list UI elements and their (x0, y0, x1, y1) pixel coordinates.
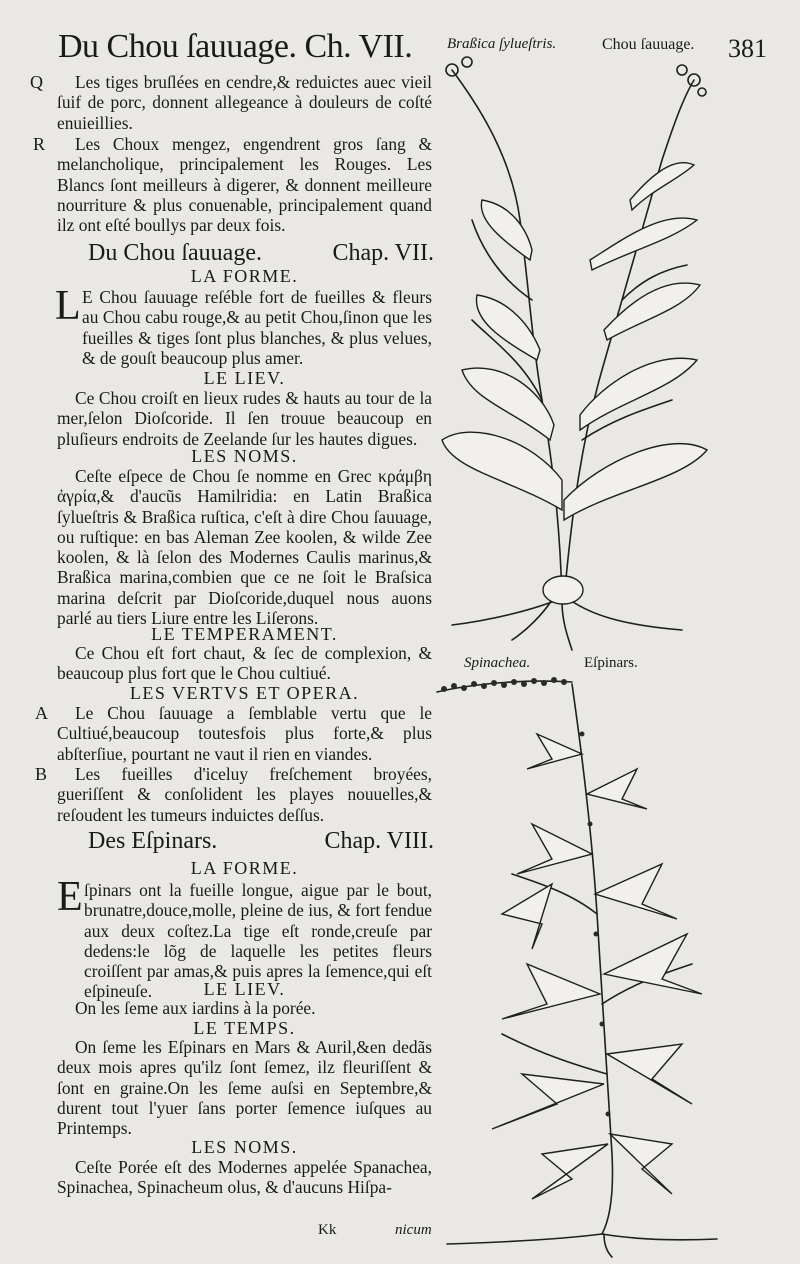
section-la-forme: LA FORME. (190, 266, 299, 286)
section-les-vertus: LES VERTVS ET OPERA. (129, 683, 360, 703)
drop-cap-e: E (57, 874, 83, 920)
paragraph-vertu-a: Le Chou ſauuage a ſemblable vertu que le Cultiué,beaucoup toutesfois plus forte,& plus abſterſiue, pourtant ne vaut il rien en viandes. (57, 703, 432, 764)
paragraph-forme-2: ſpinars ont la fueille longue, aigue par le bout, brunatre,douce,molle, pleine de ius, & fort fendue aux deux coſtez.La tige eſt ronde,creuſe par dedens:le lõg de laquelle les petites fleurs croiſſent par amas,& puis apres la ſemence,qui eſt eſpineuſe. (84, 880, 432, 1002)
section-les-noms: LES NOMS. (191, 446, 298, 466)
paragraph-lieu: Ce Chou croiſt en lieux rudes & hauts au tour de la mer,ſelon Dioſcoride. Il ſen trouue beaucoup en pluſieurs endroits de Zeelande ſur les hautes digues. (57, 388, 432, 449)
paragraph-lieu-2: On les ſeme aux iardins à la porée. (75, 998, 316, 1018)
running-head-french: Chou ſauuage. (602, 36, 695, 53)
chapter-8-heading (88, 828, 434, 858)
caption-espinars: Eſpinars. (584, 655, 638, 671)
paragraph-vertu-b: Les fueilles d'iceluy freſchement broyées, gueriſſent & conſolident les playes nouuelles,& reſoudent les tumeurs induictes deſſus. (57, 764, 432, 825)
paragraph-r: Les Choux mengez, engendrent gros ſang & melancholique, principalement les Rouges. Les Blancs ſont meilleurs à digerer, & donnent meilleure nourriture & plus conuenable, principalement quand ilz ont eſté boullys par deux fois. (57, 134, 432, 236)
section-les-noms-2: LES NOMS. (191, 1137, 298, 1157)
paragraph-noms-2: Ceſte Porée eſt des Modernes appelée Spanachea, Spinachea, Spinacheum olus, & d'aucuns Hiſpa- (57, 1157, 432, 1198)
margin-letter-a: A (35, 703, 48, 723)
section-la-forme-2: LA FORME. (190, 858, 299, 878)
page-number: 381 (728, 34, 767, 63)
paragraph-temps: On ſeme les Eſpinars en Mars & Auril,&en dedãs deux mois apres qu'ilz ſont ſemez, ilz fleuriſſent & ſont en graine.On les ſeme auſsi en Septembre,& durent tout l'yuer ſans porter ſemence iuſques au Printemps. (57, 1037, 432, 1139)
paragraph-q: Les tiges bruſlées en cendre,& reduictes auec vieil ſuif de porc, donnent allegeance à douleurs de coſté enuieillies. (57, 72, 432, 133)
caption-spinachea: Spinachea. (464, 655, 531, 671)
section-le-temperament: LE TEMPERAMENT. (151, 624, 338, 644)
drop-cap-l: L (55, 283, 81, 329)
section-le-temps: LE TEMPS. (193, 1018, 296, 1038)
spinach-woodcut-icon (432, 674, 722, 1259)
section-le-lieu-2: LE LIEV. (203, 979, 286, 999)
margin-letter-b: B (35, 764, 48, 784)
chapter-7-title: Du Chou ſauuage. (88, 240, 262, 266)
brassica-sylvestris-woodcut-icon (432, 40, 722, 655)
chapter-7-number: Chap. VII. (332, 240, 434, 266)
catchword: nicum (395, 1222, 432, 1238)
paragraph-forme: E Chou ſauuage reſéble fort de fueilles & fleurs au Chou cabu rouge,& au petit Chou,ſinon que les fueilles & tiges ſont plus blanches, & plus velues, & de gouſt beaucoup plus amer. (82, 287, 432, 368)
paragraph-temperament: Ce Chou eſt fort chaut, & ſec de complexion, & beaucoup plus fort que le Chou cultiué. (57, 643, 432, 684)
running-head-latin: Braßica ſylueſtris. (447, 36, 557, 52)
chapter-8-number: Chap. VIII. (324, 828, 434, 854)
page-title: Du Chou ſauuage. Ch. VII. (58, 28, 413, 65)
margin-letter-q: Q (30, 72, 43, 92)
signature-mark: Kk (318, 1222, 337, 1238)
chapter-8-title: Des Eſpinars. (88, 828, 218, 854)
section-le-lieu: LE LIEV. (203, 368, 286, 388)
paragraph-noms: Ceſte eſpece de Chou ſe nomme en Grec κράμβη ἀγρία,& d'aucũs Hamilridia: en Latin Braßica ſylueſtris & Braßica ruſtica, c'eſt à dire Chou ſauuage, ou ruſtique: en bas Aleman Zee koolen, & wilde Zee koolen, & là ſelon des Modernes Caulis marinus,& Braßica marina,combien que ce ne ſoit le Braſsica marina deſcrit par Dioſcoride,duquel nous auons parlé au tiers Liure entre les Liſerons. (57, 466, 432, 629)
margin-letter-r: R (33, 134, 46, 154)
